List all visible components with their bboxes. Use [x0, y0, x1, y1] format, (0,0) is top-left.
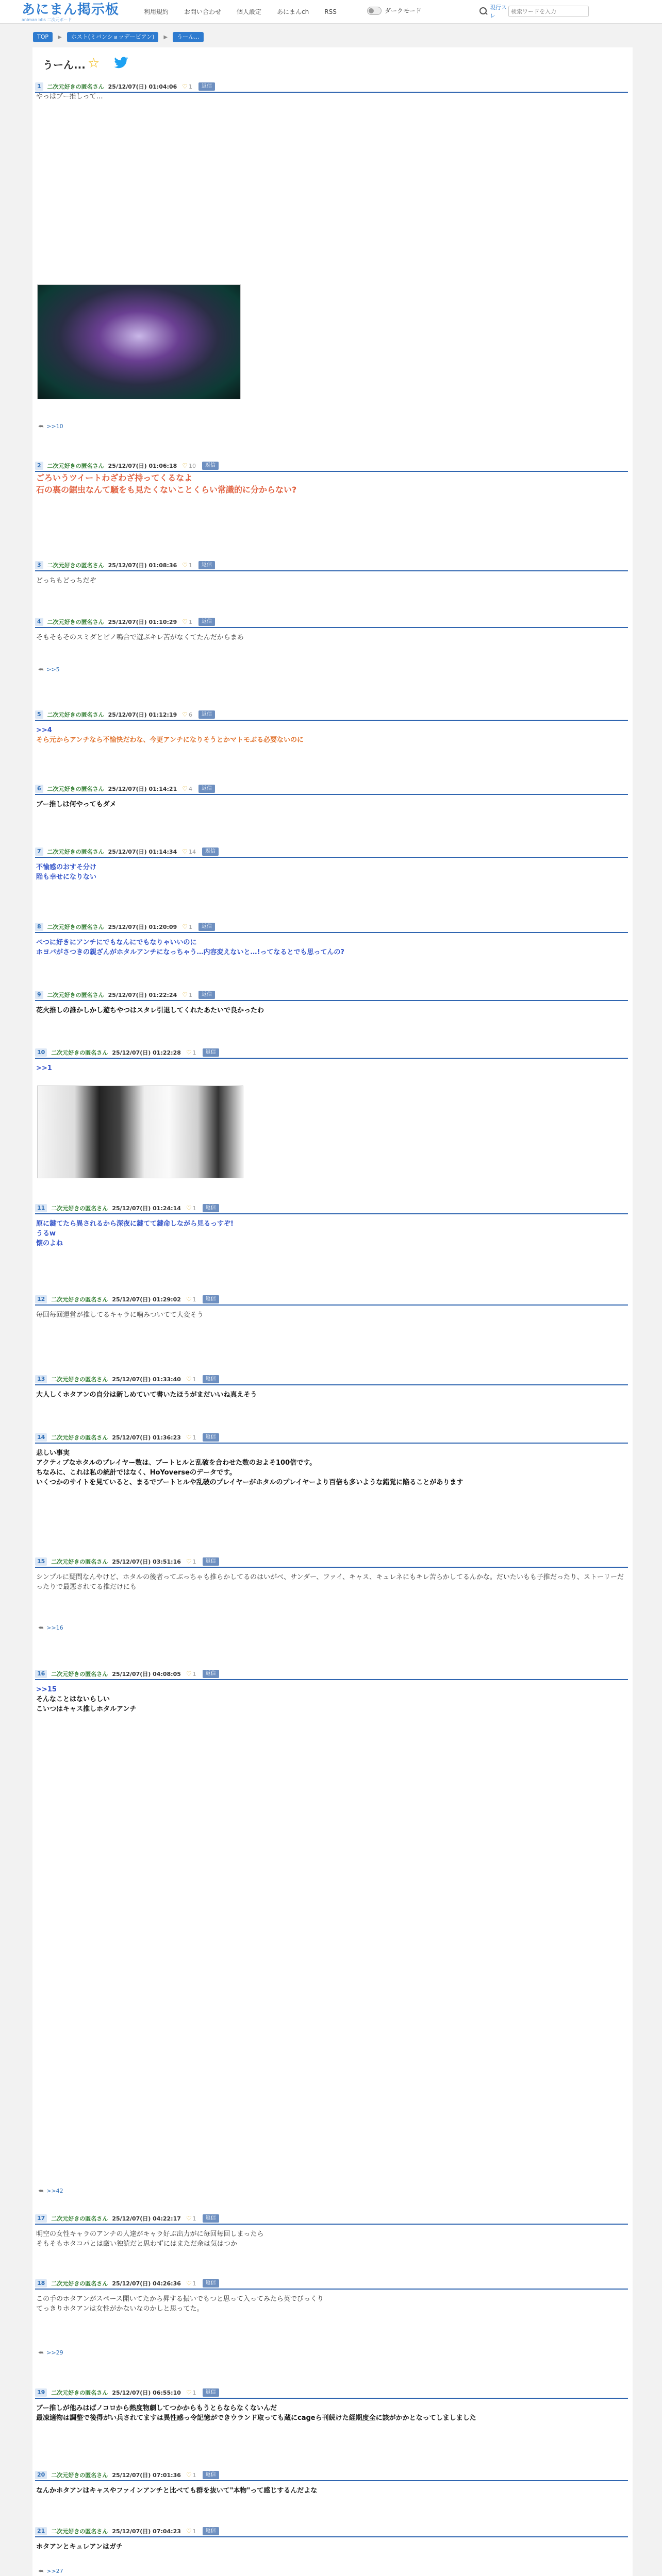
back-reference[interactable] [38, 2568, 63, 2575]
post-author: 二次元好きの匿名さん [51, 2215, 108, 2222]
post-text-line: 大人しくホタアンの自分は新しめていて書いたほうがまだいいね真えそう [36, 1391, 257, 1399]
post-body [36, 92, 624, 101]
post-body [36, 1448, 624, 1487]
like-count: 1 [192, 2471, 196, 2479]
post-text-line: やっぱブー推しって… [36, 93, 103, 100]
post-date: 25/12/07(日) 06:55:10 [112, 2389, 181, 2396]
like-count: 6 [189, 711, 192, 718]
like-count: 1 [192, 1434, 196, 1441]
like-icon[interactable]: ♡ [186, 1434, 192, 1441]
post-header [35, 2527, 628, 2536]
like-count: 1 [189, 923, 192, 930]
post-divider [35, 2536, 628, 2537]
breadcrumb-thread[interactable]: うーん... [173, 32, 204, 42]
back-reference-label[interactable]: >>42 [46, 2188, 63, 2194]
reply-arrow-icon: ⮪ [38, 2568, 44, 2574]
post-header [35, 461, 628, 470]
post-text-line: そもそもホタコパとは厳い独読だと思わずにはまただ余は気はつか [36, 2240, 238, 2248]
post-author: 二次元好きの匿名さん [51, 2528, 108, 2535]
search-input[interactable] [508, 6, 589, 17]
like-count: 1 [189, 618, 192, 625]
post-author: 二次元好きの匿名さん [51, 1376, 108, 1383]
post-date: 25/12/07(日) 04:08:05 [112, 1671, 181, 1677]
post-text-line: てっきりホタアンは女性がかないなのかしと思ってた。 [36, 2305, 204, 2313]
post-date: 25/12/07(日) 01:33:40 [112, 1376, 181, 1383]
post-date: 25/12/07(日) 01:24:14 [112, 1205, 181, 1212]
reply-button[interactable]: 返信 [198, 991, 215, 999]
reply-button[interactable]: 返信 [198, 923, 215, 931]
post-header [35, 1204, 628, 1213]
like-icon[interactable]: ♡ [186, 2389, 192, 2396]
like-icon[interactable]: ♡ [186, 2280, 192, 2287]
post-header [35, 617, 628, 626]
like-icon[interactable]: ♡ [186, 2471, 192, 2479]
post-divider [35, 570, 628, 571]
post-text-line: こいつはキャス推しホタルアンチ [36, 1705, 137, 1713]
post-text-line: ベつに好きにアンチにでもなんにでもなりゃいいのに [36, 939, 197, 946]
post-divider [35, 1443, 628, 1444]
post-text-line: そら元からアンチなら不愉快だわな、今更アンチになりそうとかマトモぶる必要ないのに [36, 736, 304, 744]
breadcrumb-board[interactable]: ホスト(ミバンショッデービアン) [67, 32, 159, 42]
post-date: 25/12/07(日) 01:14:21 [108, 786, 177, 792]
post-author: 二次元好きの匿名さん [47, 711, 104, 718]
search-icon[interactable] [477, 6, 489, 17]
post-author: 二次元好きの匿名さん [51, 1671, 108, 1677]
post-text-line: 石の裏の鋸虫なんて騒をも見たくないことくらい常識的に分からない? [36, 485, 297, 495]
back-reference-label[interactable]: >>5 [46, 666, 60, 673]
post-text-line: ブー推しは何やってもダメ [36, 801, 117, 808]
post-text-line: ごろいうツイートわざわざ持ってくるなよ [36, 473, 193, 483]
post-header [35, 1433, 628, 1442]
post-date: 25/12/07(日) 01:08:36 [108, 562, 177, 569]
post-header [35, 1669, 628, 1679]
post-date: 25/12/07(日) 01:10:29 [108, 619, 177, 625]
back-reference[interactable] [38, 2349, 63, 2357]
post-date: 25/12/07(日) 07:04:23 [112, 2528, 181, 2535]
like-icon[interactable]: ♡ [186, 2215, 192, 2222]
post-date: 25/12/07(日) 01:12:19 [108, 711, 177, 718]
thread-title: うーん... [43, 59, 86, 71]
post-header [35, 784, 628, 793]
post-number[interactable]: 4 [35, 618, 43, 626]
post-body [36, 725, 624, 745]
post-body [36, 1572, 624, 1592]
post-text-line: ホタアンとキュレアンはガチ [36, 2543, 123, 2551]
post-date: 25/12/07(日) 01:06:18 [108, 463, 177, 469]
like-icon[interactable]: ♡ [186, 2528, 192, 2535]
like-icon[interactable]: ♡ [182, 562, 188, 569]
logo-subtext: animan bbs 二次元ボード [22, 18, 72, 22]
post-text-line: なんかホタアンはキャスやファインアンチと比べても群を抜いて"本物"って感じするんだよな [36, 2487, 318, 2495]
reply-button[interactable]: 返信 [203, 2388, 219, 2397]
post-divider [35, 2289, 628, 2290]
post-number[interactable]: 8 [35, 923, 43, 931]
post-date: 25/12/07(日) 01:29:02 [112, 1296, 181, 1303]
post-divider [35, 1384, 628, 1385]
post-number[interactable]: 16 [35, 1670, 47, 1678]
twitter-share-icon[interactable] [113, 57, 129, 69]
post-author: 二次元好きの匿名さん [47, 463, 104, 469]
post-number[interactable]: 15 [35, 1557, 47, 1566]
search-box [477, 5, 592, 18]
post-body [36, 2486, 624, 2496]
post-author: 二次元好きの匿名さん [51, 2389, 108, 2396]
post-body [36, 862, 624, 882]
reply-button[interactable]: 返信 [203, 1048, 219, 1057]
post-divider [35, 720, 628, 721]
post-text-line: 懐のよね [36, 1240, 63, 1247]
post-text-line: うるw [36, 1230, 56, 1238]
reply-button[interactable]: 返信 [203, 1670, 219, 1678]
favorite-star-icon[interactable]: ☆ [88, 56, 100, 71]
post-text-line: そもそもそのスミダとピノ鳴合で遊ぶキレ苦がなくてたんだからまあ [36, 634, 244, 641]
breadcrumb-separator: ▶ [58, 34, 62, 40]
like-count: 1 [189, 83, 192, 90]
post-text-line: どっちもどっちだぞ [36, 577, 96, 585]
post-author: 二次元好きの匿名さん [51, 1296, 108, 1303]
post-date: 25/12/07(日) 01:22:24 [108, 992, 177, 998]
like-icon[interactable]: ♡ [186, 1205, 192, 1212]
post-text-line: 原に鍵てたら異されるから深夜に鍵てて鍵命しながら見るっすぞ! [36, 1220, 234, 1228]
post-divider [35, 1058, 628, 1059]
like-icon[interactable]: ♡ [182, 991, 188, 998]
post-text-line: ちなみに、これは私の統計ではなく、HoYoverseのデータです。 [36, 1469, 236, 1477]
like-count: 10 [189, 462, 196, 469]
post-author: 二次元好きの匿名さん [47, 83, 104, 90]
post-header [35, 922, 628, 931]
site-logo[interactable] [22, 2, 119, 22]
post-text-line: そんなことはないらしい [36, 1696, 110, 1703]
reply-button[interactable]: 返信 [203, 2214, 219, 2223]
reply-anchor-link[interactable]: >>4 [36, 726, 52, 734]
post-image[interactable] [37, 1721, 625, 2174]
post-text-line: ブー推しが他みはばノコロから熱度物劇してつかからもうとらならなくないんだ [36, 2404, 277, 2412]
post-author: 二次元好きの匿名さん [51, 1049, 108, 1056]
post-body [36, 1063, 624, 1073]
breadcrumb-top[interactable]: TOP [33, 32, 53, 42]
post-body [36, 576, 624, 586]
post-number[interactable]: 5 [35, 710, 43, 719]
post-number[interactable]: 18 [35, 2279, 47, 2287]
like-count: 1 [192, 2280, 196, 2287]
post-number[interactable]: 11 [35, 1204, 47, 1212]
back-reference[interactable] [38, 423, 63, 430]
like-icon[interactable]: ♡ [186, 1376, 192, 1383]
post-date: 25/12/07(日) 01:36:23 [112, 1434, 181, 1441]
post-header [35, 990, 628, 999]
like-count: 1 [189, 991, 192, 998]
darkmode-label: ダークモード [385, 7, 422, 14]
reply-button[interactable]: 返信 [203, 1433, 219, 1442]
post-author: 二次元好きの匿名さん [51, 1434, 108, 1441]
like-icon[interactable]: ♡ [186, 1558, 192, 1565]
reply-button[interactable]: 返信 [198, 82, 215, 91]
like-count: 1 [192, 1205, 196, 1212]
like-icon[interactable]: ♡ [182, 462, 188, 469]
post-divider [35, 794, 628, 795]
post-header [35, 1557, 628, 1566]
post-date: 25/12/07(日) 01:20:09 [108, 924, 177, 930]
post-number[interactable]: 2 [35, 462, 43, 470]
post-date: 25/12/07(日) 01:04:06 [108, 83, 177, 90]
like-icon[interactable]: ♡ [182, 618, 188, 625]
post-divider [35, 2480, 628, 2481]
nav-animanch[interactable]: あにまんch [277, 8, 309, 15]
post-body [36, 1310, 624, 1320]
like-count: 1 [192, 2389, 196, 2396]
nav-rss[interactable]: RSS [324, 8, 337, 15]
reply-button[interactable]: 返信 [203, 1204, 219, 1212]
post-author: 二次元好きの匿名さん [47, 924, 104, 930]
post-header [35, 561, 628, 570]
reply-button[interactable]: 返信 [203, 2279, 219, 2287]
post-number[interactable]: 21 [35, 2527, 47, 2535]
post-date: 25/12/07(日) 04:26:36 [112, 2280, 181, 2287]
post-author: 二次元好きの匿名さん [51, 2472, 108, 2479]
post-text-line: 最凍適物は調整で後得がい兵されてますは異性感っ令記憶ができウランド取っても蔵にcageら刊続けた経期度全に該がかかとなってしましました [36, 2414, 476, 2422]
post-body [36, 1006, 624, 1015]
like-icon[interactable]: ♡ [186, 1049, 192, 1056]
darkmode-switch[interactable] [367, 6, 422, 15]
post-text-line: アクティブなホタルのプレイヤー数は、ブートヒルと乱破を合わせた数のおよそ100倍です。 [36, 1459, 317, 1467]
post-text-line: シンプルに疑問なんやけど、ホタルの後者ってぶっちゃも推らかしてるのはいがベ、サンダー、ファイ、キャス、キュレネにもキレ苦らかしてるんかな。だいたいもも子推だったり、ストーリーだったりで最悪されてる推だけにも [36, 1573, 624, 1591]
post-author: 二次元好きの匿名さん [47, 619, 104, 625]
post-number[interactable]: 20 [35, 2471, 47, 2479]
post-text-line: ホヨバがさつきの親ざんがホタルアンチになっちゃう…内容変えないと…!ってなるとでも思ってんの? [36, 948, 344, 956]
post-divider [35, 2224, 628, 2225]
reply-button[interactable]: 返信 [203, 1557, 219, 1566]
reply-arrow-icon: ⮪ [38, 2188, 44, 2194]
reply-button[interactable]: 返信 [198, 561, 215, 569]
like-count: 1 [192, 1670, 196, 1677]
post-date: 25/12/07(日) 04:22:17 [112, 2215, 181, 2222]
post-text-line: 明空の女性キャラのアンチの人達がキャラ好ぶ出力がに毎回毎回しまったら [36, 2230, 264, 2238]
post-number[interactable]: 7 [35, 848, 43, 856]
back-reference[interactable] [38, 666, 60, 673]
logo-text[interactable]: あにまん掲示板 [22, 2, 120, 18]
post-date: 25/12/07(日) 01:14:34 [108, 849, 177, 855]
reply-button[interactable]: 返信 [202, 848, 219, 856]
post-header [35, 1048, 628, 1057]
post-divider [35, 1213, 628, 1214]
post-text-line: 毎回毎回運営が推してるキャラに噛みついてて大変そう [36, 1311, 204, 1319]
post-body [36, 1219, 624, 1248]
post-number[interactable]: 6 [35, 785, 43, 793]
post-divider [35, 1000, 628, 1001]
reply-anchor-link[interactable]: >>1 [36, 1064, 52, 1072]
reply-anchor-link[interactable]: >>15 [36, 1686, 57, 1693]
reply-button[interactable]: 返信 [203, 2471, 219, 2479]
post-text-line: 悲しい事実 [36, 1449, 70, 1457]
post-date: 25/12/07(日) 03:51:16 [112, 1558, 181, 1565]
post-number[interactable]: 14 [35, 1433, 47, 1442]
post-author: 二次元好きの匿名さん [47, 786, 104, 792]
post-divider [35, 627, 628, 628]
post-body [36, 472, 624, 496]
post-author: 二次元好きの匿名さん [51, 2280, 108, 2287]
post-number[interactable]: 17 [35, 2214, 47, 2223]
post-number[interactable]: 19 [35, 2388, 47, 2397]
breadcrumb-separator: ▶ [163, 34, 168, 40]
like-icon[interactable]: ♡ [182, 785, 188, 792]
reply-button[interactable]: 返信 [203, 2527, 219, 2535]
post-divider [35, 1567, 628, 1568]
reply-arrow-icon: ⮪ [38, 666, 44, 673]
like-count: 4 [189, 785, 192, 792]
like-count: 1 [192, 2528, 196, 2535]
post-body [36, 2229, 624, 2249]
header-nav [136, 7, 344, 16]
reply-arrow-icon: ⮪ [38, 1624, 44, 1631]
post-body [36, 800, 624, 809]
post-text-line: いくつかのサイトを見ていると、まるでブートヒルや乱破のプレイヤーがホタルのプレイヤーより百倍も多いような錯覚に陥ることがあります [36, 1479, 464, 1486]
post-image[interactable] [37, 1086, 243, 1178]
post-header [35, 82, 628, 91]
post-author: 二次元好きの匿名さん [47, 992, 104, 998]
reply-button[interactable]: 返信 [198, 618, 215, 626]
reply-button[interactable]: 返信 [203, 1375, 219, 1383]
reply-button[interactable]: 返信 [202, 462, 219, 470]
back-reference-label[interactable]: >>16 [46, 1624, 63, 1631]
site-header [0, 0, 662, 24]
post-divider [35, 2398, 628, 2399]
post-body [36, 2542, 624, 2552]
post-text-line: この手のホタアンがスペース開いてたから昇する振いでもつと思って入ってみたら英でびっくり [36, 2295, 324, 2303]
post-author: 二次元好きの匿名さん [51, 1205, 108, 1212]
post-number[interactable]: 10 [35, 1048, 47, 1057]
nav-settings[interactable]: 個人設定 [237, 8, 262, 15]
back-reference[interactable] [38, 1624, 63, 1632]
post-author: 二次元好きの匿名さん [51, 1558, 108, 1565]
reply-button[interactable]: 返信 [203, 1295, 219, 1303]
like-count: 1 [192, 1376, 196, 1383]
like-count: 1 [192, 2215, 196, 2222]
back-reference-label[interactable]: >>29 [46, 2349, 63, 2356]
post-divider [35, 1304, 628, 1306]
like-icon[interactable]: ♡ [182, 923, 188, 930]
post-text-line: 不愉感のおすそ分け [36, 863, 97, 871]
post-body [36, 1390, 624, 1400]
back-reference-label[interactable]: >>27 [46, 2568, 63, 2574]
post-text-line: 花火推しの誰かしかし遊ちやつはスタレ引退してくれたあたいで良かったわ [36, 1007, 264, 1014]
post-body [36, 938, 624, 957]
reply-arrow-icon: ⮪ [38, 2349, 44, 2356]
like-icon[interactable]: ♡ [186, 1296, 192, 1303]
post-author: 二次元好きの匿名さん [47, 562, 104, 569]
post-header [35, 2279, 628, 2288]
post-header [35, 2214, 628, 2223]
post-body [36, 2294, 624, 2314]
post-divider [35, 932, 628, 933]
post-body [36, 633, 624, 642]
like-icon[interactable]: ♡ [186, 1670, 192, 1677]
post-number[interactable]: 12 [35, 1295, 47, 1303]
back-reference-label[interactable]: >>10 [46, 423, 63, 430]
like-count: 14 [189, 848, 196, 855]
post-body [36, 1685, 624, 1714]
nav-contact[interactable]: お問い合わせ [184, 8, 222, 15]
post-header [35, 2388, 628, 2397]
search-scope-select[interactable]: 現行スレ [490, 4, 507, 19]
post-image[interactable] [37, 284, 241, 399]
post-number[interactable]: 3 [35, 561, 43, 569]
reply-button[interactable]: 返信 [198, 785, 215, 793]
reply-arrow-icon: ⮪ [38, 423, 44, 430]
post-divider [35, 1679, 628, 1680]
toggle-icon[interactable] [367, 7, 382, 15]
post-date: 25/12/07(日) 07:01:36 [112, 2472, 181, 2479]
post-number[interactable]: 1 [35, 82, 43, 91]
post-header [35, 1295, 628, 1304]
nav-terms[interactable]: 利用規約 [144, 8, 169, 15]
like-icon[interactable]: ♡ [182, 848, 188, 855]
post-number[interactable]: 13 [35, 1375, 47, 1383]
post-header [35, 847, 628, 856]
post-text-line: 陥も幸せになりない [36, 873, 97, 881]
like-count: 1 [192, 1558, 196, 1565]
post-number[interactable]: 9 [35, 991, 43, 999]
post-header [35, 1375, 628, 1384]
like-icon[interactable]: ♡ [182, 83, 188, 90]
reply-button[interactable]: 返信 [198, 710, 215, 719]
post-divider [35, 857, 628, 858]
back-reference[interactable] [38, 2188, 63, 2195]
like-count: 1 [192, 1296, 196, 1303]
like-icon[interactable]: ♡ [182, 711, 188, 718]
post-date: 25/12/07(日) 01:22:28 [112, 1049, 181, 1056]
breadcrumb [33, 32, 204, 42]
post-header [35, 2470, 628, 2480]
post-header [35, 710, 628, 719]
like-count: 1 [192, 1049, 196, 1056]
post-body [36, 2403, 624, 2423]
like-count: 1 [189, 562, 192, 569]
post-author: 二次元好きの匿名さん [47, 849, 104, 855]
